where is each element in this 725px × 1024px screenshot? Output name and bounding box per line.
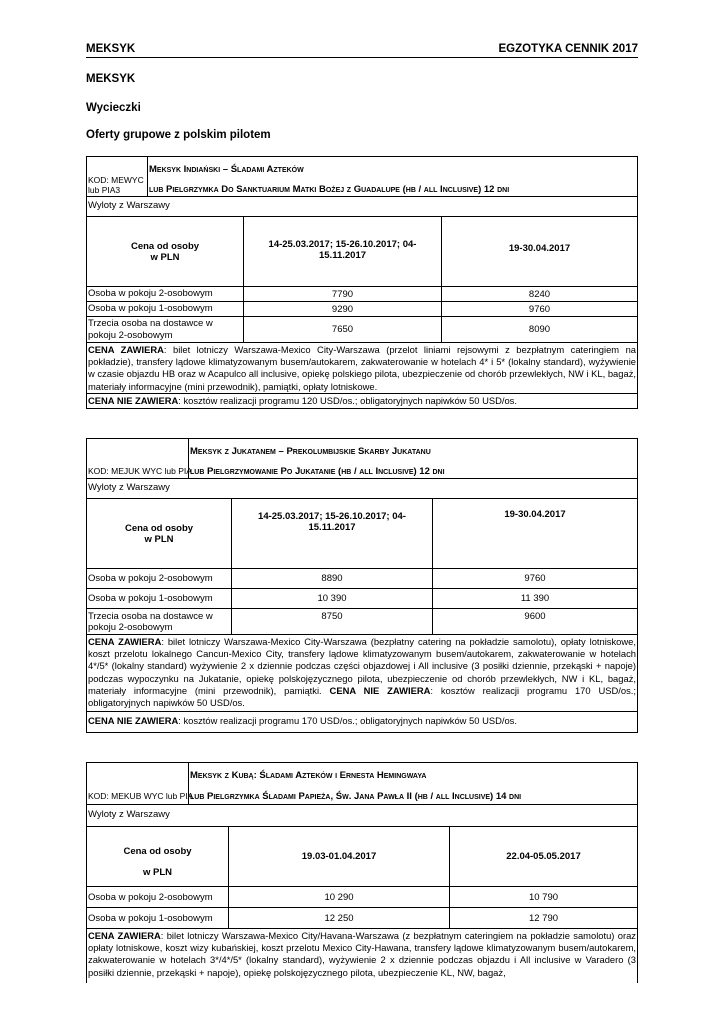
header-country: MEKSYK	[86, 43, 136, 55]
price-value: 11 390	[432, 589, 637, 608]
row-label: Osoba w pokoju 1-osobowym	[88, 593, 213, 604]
row-label: Osoba w pokoju 2-osobowym	[88, 288, 213, 299]
price-includes	[87, 635, 637, 712]
currency-label: w PLN	[150, 251, 180, 263]
section-heading-trips: Wycieczki	[86, 102, 141, 114]
currency-label: w PLN	[144, 533, 174, 545]
price-value: 7790	[243, 287, 441, 301]
currency-label: w PLN	[142, 867, 173, 878]
tour-code: KOD: MEKUB WYC lub PIA	[88, 791, 194, 801]
row-label: Trzecia osoba na dostawce w pokoju 2-osobowym	[88, 611, 213, 633]
price-value: 7650	[243, 317, 441, 342]
excludes-text: : kosztów realizacji programu 120 USD/os.; obligatoryjnych napiwków 50 USD/os.	[178, 395, 517, 406]
includes-label: CENA ZAWIERA	[88, 636, 162, 647]
date-column-2: 19-30.04.2017	[432, 499, 637, 568]
tour-subtitle: lub Pielgrzymka Śladami Papieża, Św. Jana Pawła II (hb / all Inclusive) 14 dni	[190, 791, 522, 802]
date-column-1: 19.03-01.04.2017	[228, 827, 449, 886]
tour-code: KOD: MEWYC lub PIA3	[88, 175, 144, 195]
price-header-row	[87, 499, 637, 569]
excludes-text: : kosztów realizacji programu 170 USD/os.; obligatoryjnych napiwków 50 USD/os.	[178, 715, 517, 726]
price-row	[87, 287, 637, 302]
row-label: Trzecia osoba na dostawce w pokoju 2-osobowym	[88, 318, 213, 341]
price-excludes	[87, 712, 637, 732]
includes-label: CENA ZAWIERA	[88, 344, 164, 355]
section-heading-offers: Oferty grupowe z polskim pilotem	[86, 129, 271, 141]
tour-title-row	[87, 157, 637, 197]
price-value: 9600	[432, 609, 637, 634]
tour-subtitle: lub Pielgrzymowanie Po Jukatanie (hb / all Inclusive) 12 dni	[190, 466, 445, 477]
price-value: 10 390	[231, 589, 432, 608]
price-excludes	[87, 394, 637, 408]
tour-title: Meksyk z Kubą: Śladami Azteków i Ernesta Hemingwaya	[190, 770, 427, 781]
price-value: 10 290	[228, 887, 449, 907]
section-heading-country: MEKSYK	[86, 73, 136, 85]
price-row	[87, 887, 637, 908]
page-header	[86, 44, 638, 58]
departure-row: Wyloty z Warszawy	[87, 479, 637, 499]
price-header-row	[87, 217, 637, 287]
includes-text: : bilet lotniczy Warszawa-Mexico City/Havana-Warszawa (z bezpłatnym cateringiem na pokładzie samolotu) oraz opłaty lotniskowe, koszt wizy kubańskiej, koszt przelotu Mexico City-Hawana, transfery lądowe klimatyzowanym busem/autokarem, zakwaterowanie w hotelach 3*/4*/5* (lokalny standard), wyżywienie 2 x dziennie podczas objazdu i All inclusive w Varadero (3 posiłki dziennie, przekąski + napoje), opiekę polskojęzycznego pilota, ubezpieczenie KL, NW, bagaż,	[88, 930, 636, 978]
tour-code: KOD: MEJUK WYC lub PIA	[88, 466, 192, 476]
row-label: Osoba w pokoju 2-osobowym	[88, 573, 213, 584]
price-label: Cena od osoby	[124, 522, 194, 534]
price-value: 9290	[243, 302, 441, 316]
price-row	[87, 609, 637, 635]
date-column-1: 14-25.03.2017; 15-26.10.2017; 04-15.11.2017	[231, 499, 432, 568]
price-row	[87, 569, 637, 589]
price-value: 8890	[231, 569, 432, 588]
date-column-2: 22.04-05.05.2017	[449, 827, 637, 886]
row-label: Osoba w pokoju 1-osobowym	[88, 303, 213, 314]
price-includes	[87, 929, 637, 983]
date-column-2: 19-30.04.2017	[441, 217, 637, 286]
price-value: 9760	[432, 569, 637, 588]
tour-title: Meksyk z Jukatanem – Prekolumbijskie Skarby Jukatanu	[190, 446, 431, 457]
row-label: Osoba w pokoju 2-osobowym	[88, 892, 213, 903]
departure-row: Wyloty z Warszawy	[87, 197, 637, 217]
excludes-label: CENA NIE ZAWIERA	[88, 395, 179, 406]
price-label: Cena od osoby	[130, 240, 200, 252]
departure-row: Wyloty z Warszawy	[87, 805, 637, 827]
tour-title-row	[87, 439, 637, 479]
includes-label: CENA ZAWIERA	[88, 930, 161, 941]
tour-table-mewyc	[86, 156, 638, 409]
price-row	[87, 302, 637, 317]
price-value: 8750	[231, 609, 432, 634]
price-value: 12 790	[449, 908, 637, 928]
price-value: 8240	[441, 287, 637, 301]
price-value: 12 250	[228, 908, 449, 928]
price-label: Cena od osoby	[123, 846, 192, 857]
price-includes	[87, 343, 637, 394]
tour-subtitle: lub Pielgrzymka Do Sanktuarium Matki Bożej z Guadalupe (hb / all Inclusive) 12 dni	[149, 184, 510, 195]
price-value: 10 790	[449, 887, 637, 907]
includes-text: : bilet lotniczy Warszawa-Mexico City-Warszawa (przelot liniami rejsowymi z bezpłatnym cateringiem na pokładzie), transfery lądowe klimatyzowanym busem/autokarem, zakwaterowanie w hotelach 4* i 5* (lokalny standard), wyżywienie w czasie objazdu HB oraz w Acapulco all inclusive, opiekę polskiego pilota, ubezpieczenie od chorób przewlekłych, NW i KL, bagaż, materiały informacyjne (mini przewodnik), pamiątki, opłaty lotniskowe.	[88, 344, 636, 392]
price-value: 9760	[441, 302, 637, 316]
inner-excludes-text: : kosztów realizacji programu 170 USD/os.; obligatoryjnych napiwków 50 USD/os.	[88, 684, 637, 709]
tour-title: Meksyk Indiański – Śladami Azteków	[149, 164, 304, 175]
price-header-row	[87, 827, 637, 887]
price-row	[87, 317, 637, 343]
price-row	[87, 589, 637, 609]
tour-title-row	[87, 763, 637, 805]
inner-excludes-label: CENA NIE ZAWIERA	[329, 684, 431, 696]
row-label: Osoba w pokoju 1-osobowym	[88, 913, 213, 924]
date-column-1: 14-25.03.2017; 15-26.10.2017; 04-15.11.2017	[243, 217, 441, 286]
price-row	[87, 908, 637, 929]
excludes-label: CENA NIE ZAWIERA	[88, 715, 179, 726]
price-value: 8090	[441, 317, 637, 342]
tour-table-mejuk	[86, 438, 638, 733]
tour-table-mekub	[86, 762, 638, 983]
header-catalog-title: EGZOTYKA CENNIK 2017	[498, 43, 638, 55]
includes-text: : bilet lotniczy Warszawa-Mexico City-Warszawa (bezpłatny catering na pokładzie samolotu), opłaty lotniskowe, koszt przelotu lokalnego Cancun-Mexico City, transfery lądowe klimatyzowanym busem/autokarem, zakwaterowanie w hotelach 4*/5* (lokalny standard) wyżywienie 2 x dziennie podczas części objazdowej i All inclusive (3 posiłki dziennie, przekąski + napoje) podczas wypoczynku na Jukatanie, opiekę polskojęzycznego pilota, ubezpieczenie od chorób przewlekłych, NW i KL, bagaż, materiały informacyjne (mini przewodnik), pamiątki.	[88, 636, 636, 696]
